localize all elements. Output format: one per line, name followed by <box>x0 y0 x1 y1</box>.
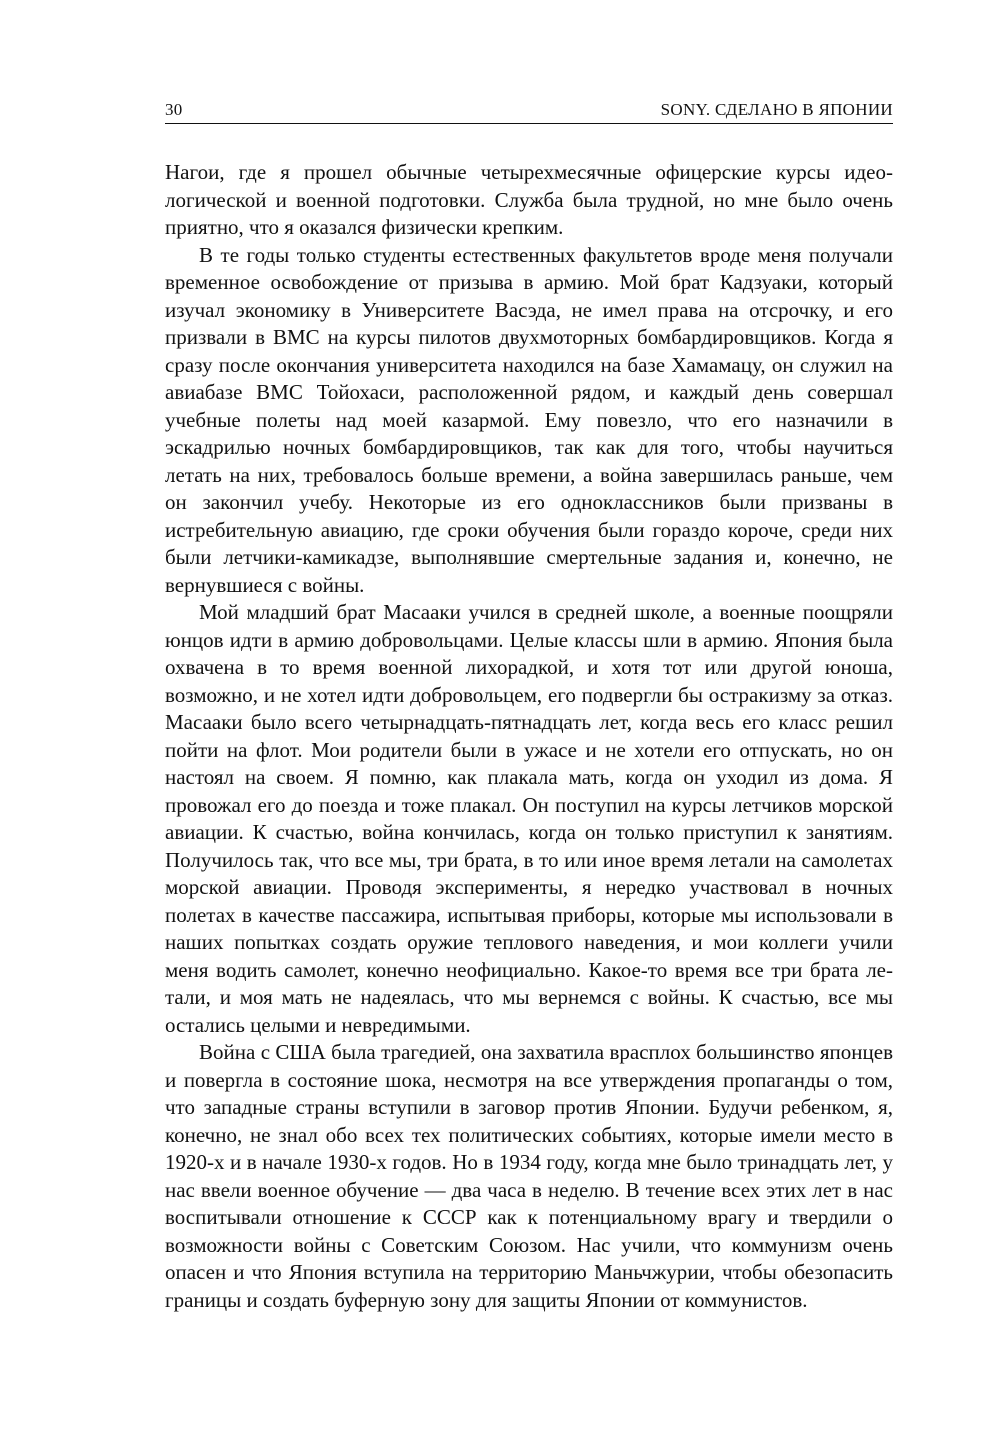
running-header <box>165 100 893 124</box>
paragraph-continuation: Нагои, где я прошел обычные четырехмесячные офицерские курсы идеологической и военной подготовки. Служба была трудной, но мне было очень приятно, что я оказался физически крепким. <box>165 160 893 239</box>
paragraph: Война с США была трагедией, она захватила врасплох большинство японцев и повергла в состояние шока, несмотря на все утверждения пропаганды о том, что западные страны вступили в заговор против Японии. Будучи ребенком, я, конечно, не знал обо всех тех политических событиях, которые имели место в 1920-х и в начале 1930-х годов. Но в 1934 году, когда мне было тринадцать лет, у нас ввели военное обучение — два часа в неделю. В течение всех этих лет в нас воспитывали отношение к СССР как к потенциальному врагу и твердили о возможности войны с Советским Союзом. Нас учили, что коммунизм очень опасен и что Япония вступила на территорию Маньчжурии, чтобы обезопасить границы и создать буферную зону для защиты Японии от коммунистов. <box>165 1040 893 1312</box>
paragraph: В те годы только студенты естественных факультетов вроде меня получали временное освобождение от призыва в армию. Мой брат Кадзуаки, который изучал экономику в Университете Васэда, не имел права на отсрочку, и его призвали в ВМС на курсы пилотов двухмоторных бомбардировщиков. Когда я сразу после окончания университета находился на базе Хамамацу, он служил на авиабазе ВМС Тойохаси, расположенной рядом, и каждый день совершал учебные полеты над моей казармой. Ему повезло, что его назначили в эскадрилью ночных бомбардировщиков, так как для того, чтобы научиться летать на них, требовалось больше времени, а война завершилась раньше, чем он закончил учебу. Некоторые из его одноклассников были призваны в истребительную авиацию, где сроки обучения были гораздо короче, среди них были летчики-камикадзе, выполнявшие смертельные задания и, конечно, не вернувшиеся с войны. <box>165 242 893 597</box>
body-text <box>165 159 893 1314</box>
paragraph: Мой младший брат Масааки учился в средней школе, а военные поощряли юнцов идти в армию добровольцами. Целые классы шли в армию. Япония была охвачена в то время военной лихорадкой, и хотя тот или другой юноша, возможно, и не хотел идти добровольцем, его подвергли бы остракизму за отказ. Масааки было всего четырнадцать-пятнадцать лет, когда весь его класс решил пойти на флот. Мои родители были в ужасе и не хотели его отпускать, но он настоял на своем. Я помню, как плакала мать, когда он уходил из дома. Я провожал его до поезда и тоже плакал. Он поступил на курсы летчиков морской авиации. К счастью, война кончилась, когда он только приступил к занятиям. Получилось так, что все мы, три брата, в то или иное время летали на самолетах морской авиации. Проводя эксперименты, я нередко участвовал в ночных полетах в качестве пассажира, испытывая приборы, которые мы использовали в наших попытках создать оружие теплового наведения, и мои коллеги учили меня водить самолет, конечно неофициально. Какое-то время все три брата летали, и моя мать не надеялась, что мы вернемся с войны. К счастью, все мы остались целыми и невредимыми. <box>165 600 893 1037</box>
page-number: 30 <box>165 100 183 119</box>
book-page <box>165 100 893 1314</box>
running-title: SONY. СДЕЛАНО В ЯПОНИИ <box>660 100 893 119</box>
